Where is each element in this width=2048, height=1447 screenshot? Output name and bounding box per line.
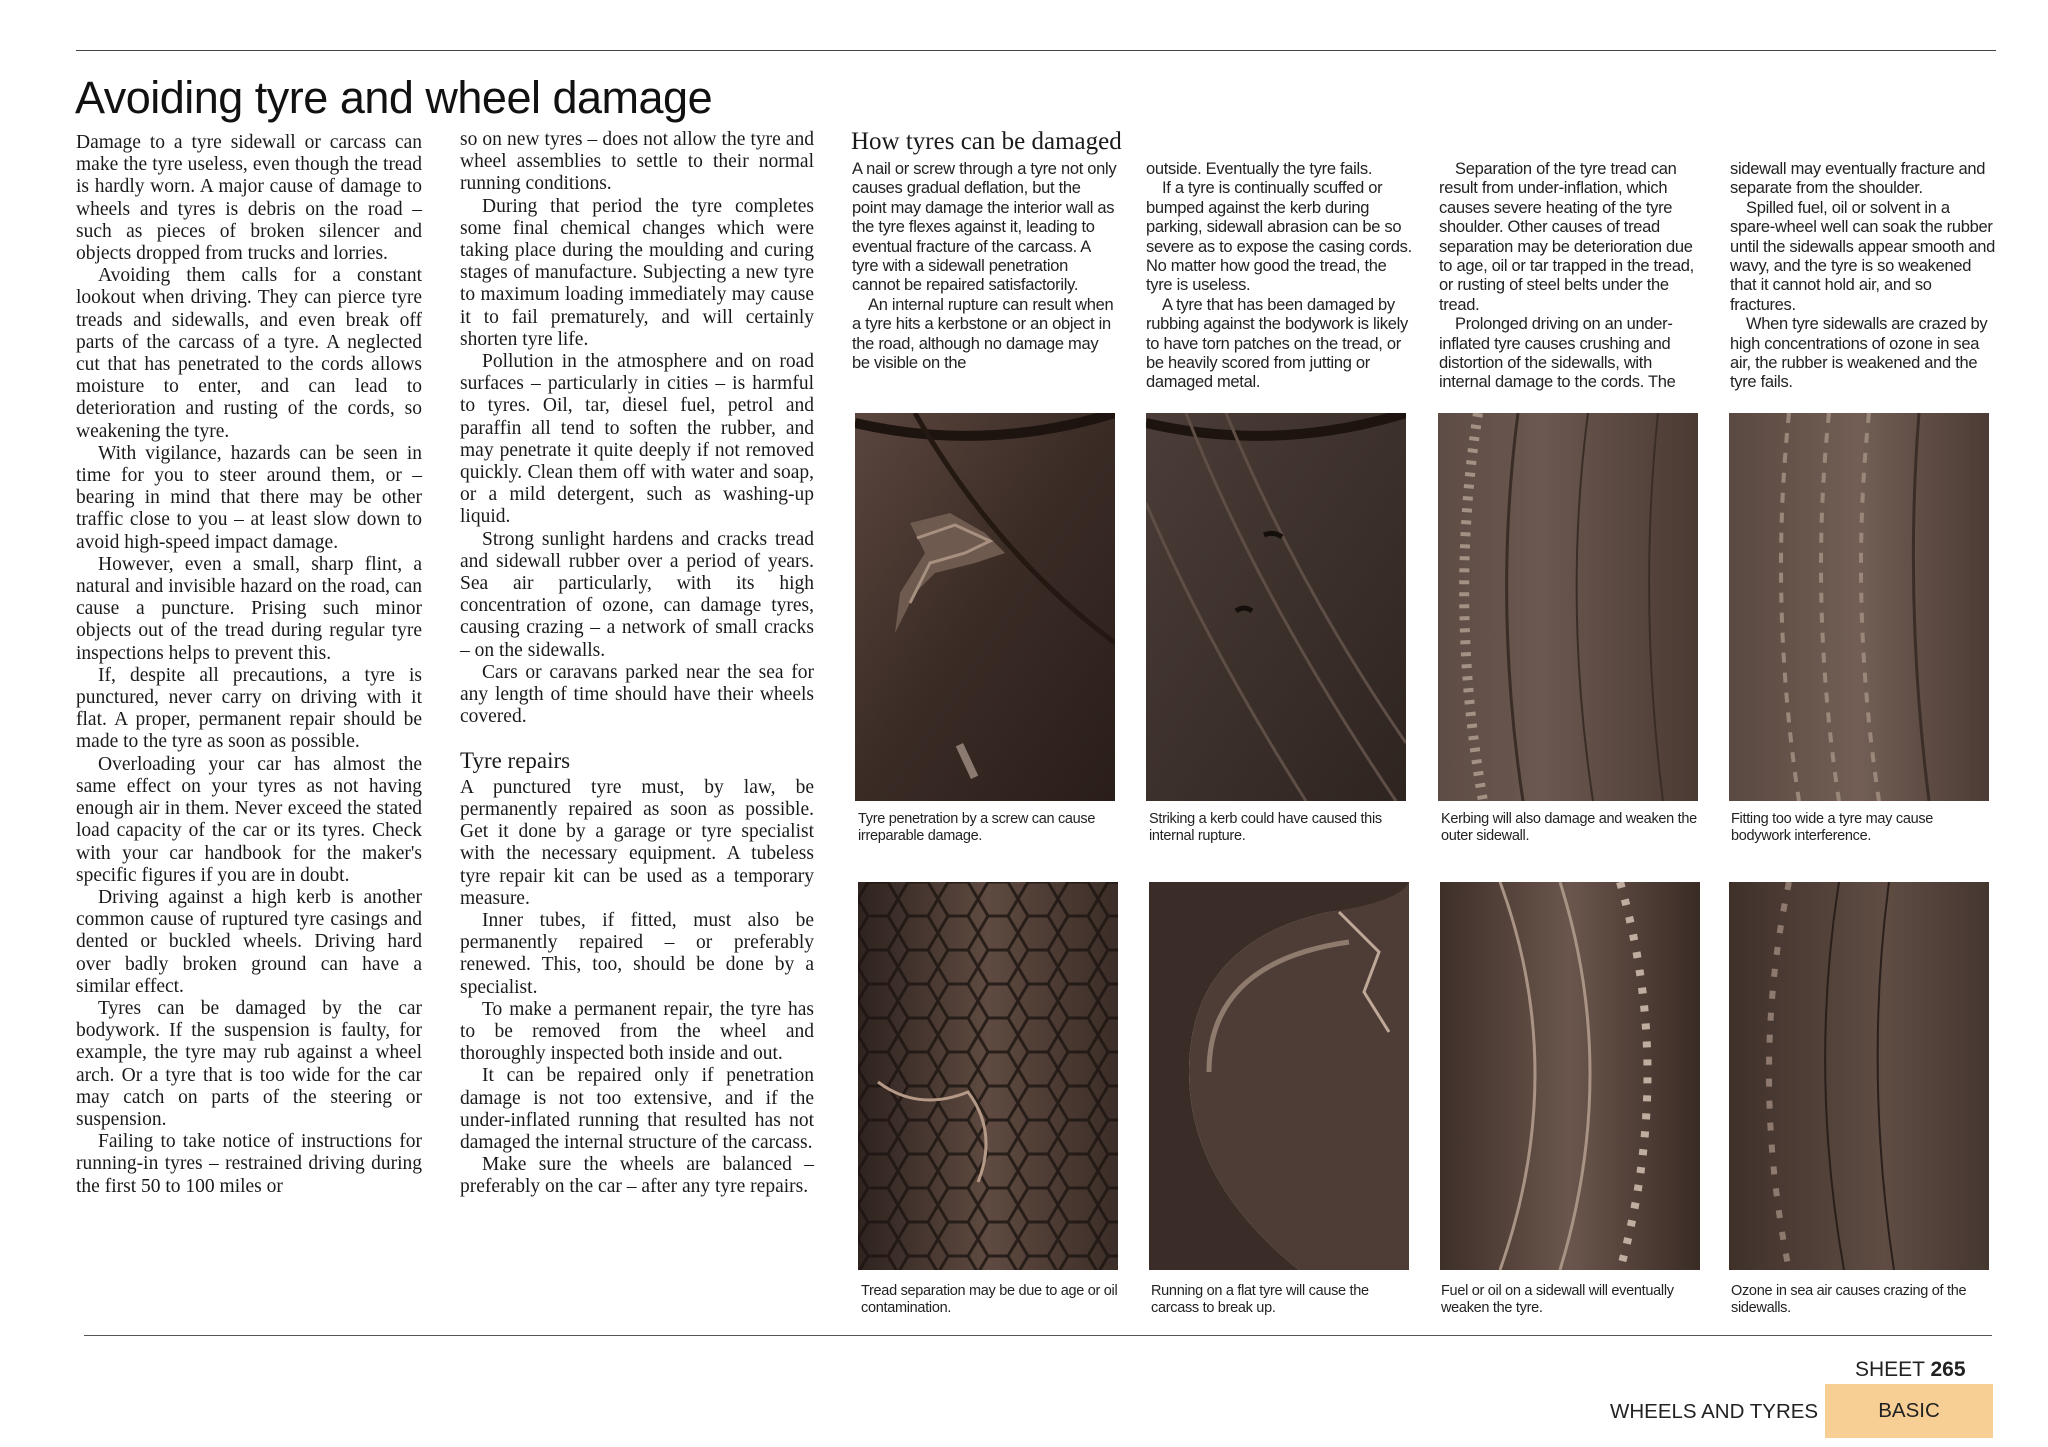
page-title: Avoiding tyre and wheel damage (75, 72, 713, 123)
paragraph: Damage to a tyre sidewall or carcass can make the tyre useless, even though the tread is hardly worn. A major cause of damage to wheels and tyres is debris on the road – such as pieces of broken silencer and objects dropped from trucks and lorries. (76, 132, 422, 265)
paragraph: Overloading your car has almost the same effect on your tyres as not having enough air in them. Never exceed the stated load capacity of the car or its tyres. Check with your car handbook for the maker's specific figures if you are in doubt. (76, 753, 422, 886)
paragraph: If, despite all precautions, a tyre is punctured, never carry on driving with it flat. A proper, permanent repair should be made to the tyre as soon as possible. (76, 664, 422, 753)
paragraph: With vigilance, hazards can be seen in time for you to steer around them, or – bearing in mind that there may be other traffic close to you – at least slow down to avoid high-speed impact damage. (76, 442, 422, 553)
photo-kerbed-sidewall (1438, 413, 1698, 801)
photo-flat-tyre-carcass (1149, 882, 1409, 1270)
paragraph: However, even a small, sharp flint, a natural and invisible hazard on the road, can cause a puncture. Prising such minor objects out of the tread during regular tyre inspections helps to prevent this. (76, 553, 422, 664)
photo-caption: Tread separation may be due to age or oil contamination. (861, 1283, 1118, 1316)
damage-column-4 (1730, 160, 1996, 393)
photo-too-wide-tyre (1729, 413, 1989, 801)
sheet-word: SHEET (1855, 1358, 1925, 1381)
section-name: WHEELS AND TYRES (1610, 1400, 1819, 1423)
paragraph: outside. Eventually the tyre fails. (1146, 160, 1373, 178)
body-column-1 (76, 132, 422, 1198)
paragraph: It can be repaired only if penetration damage is not too extensive, and if the under-inflated running that resulted has not damaged the internal structure of the carcass. (460, 1065, 814, 1153)
paragraph: Strong sunlight hardens and cracks tread and sidewall rubber over a period of years. Sea air particularly, with its high concentration of ozone, can damage tyres, causing crazing – a network of small cracks – on the sidewalls. (460, 528, 814, 661)
paragraph: Spilled fuel, oil or solvent in a spare-wheel well can soak the rubber until the sidewalls appear smooth and wavy, and the tyre is so weakened that it cannot hold air, and so fractures. (1730, 198, 1995, 314)
paragraph: sidewall may eventually fracture and separate from the shoulder. (1730, 160, 1986, 198)
paragraph: Failing to take notice of instructions for running-in tyres – restrained driving during the first 50 to 100 miles or (76, 1131, 422, 1197)
paragraph: A tyre that has been damaged by rubbing against the bodywork is likely to have torn patches on the tread, or be heavily scored from jutting or damaged metal. (1146, 295, 1408, 392)
paragraph: To make a permanent repair, the tyre has to be removed from the wheel and thoroughly inspected both inside and out. (460, 998, 814, 1065)
paragraph: An internal rupture can result when a tyre hits a kerbstone or an object in the road, although no damage may be visible on the (852, 295, 1114, 373)
damage-column-3 (1439, 160, 1705, 393)
paragraph: When tyre sidewalls are crazed by high concentrations of ozone in sea air, the rubber is weakened and the tyre fails. (1730, 315, 1988, 392)
paragraph: Driving against a high kerb is another common cause of ruptured tyre casings and dented or buckled wheels. Driving hard over badly broken ground can have a similar effect. (76, 886, 422, 997)
photo-kerb-internal-rupture (1146, 413, 1406, 801)
paragraph: If a tyre is continually scuffed or bumped against the kerb during parking, sidewall abrasion can be so severe as to expose the casing cords. No matter how good the tread, the tyre is useless. (1146, 179, 1412, 295)
paragraph: Pollution in the atmosphere and on road surfaces – particularly in cities – is harmful to tyres. Oil, tar, diesel fuel, petrol and paraffin all tend to soften the rubber, and may penetrate it quite deeply if not removed quickly. Clean them off with water and soap, or a mild detergent, such as washing-up liquid. (460, 351, 814, 528)
photo-caption: Ozone in sea air causes crazing of the sidewalls. (1731, 1283, 1967, 1316)
paragraph: Avoiding them calls for a constant lookout when driving. They can pierce tyre treads and sidewalls, and even break off parts of the carcass of a tyre. A neglected cut that has penetrated to the cords allows moisture to enter, and can lead to deterioration and rusting of the cords, so weakening the tyre. (76, 265, 422, 442)
photo-tread-separation (858, 882, 1118, 1270)
top-rule (76, 50, 1996, 51)
paragraph: A nail or screw through a tyre not only causes gradual deflation, but the point may damage the interior wall as the tyre flexes against it, leading to eventual fracture of the carcass. A tyre with a sidewall penetration cannot be repaired satisfactorily. (852, 160, 1117, 295)
paragraph: Inner tubes, if fitted, must also be permanently repaired – or preferably renewed. This, too, should be done by a specialist. (460, 909, 814, 998)
photo-fuel-oil-sidewall (1440, 882, 1700, 1270)
paragraph: Make sure the wheels are balanced – preferably on the car – after any tyre repairs. (460, 1154, 814, 1198)
paragraph: Prolonged driving on an under-inflated tyre causes crushing and distortion of the sidewalls, with internal damage to the cords. The (1439, 315, 1676, 392)
photo-caption: Fuel or oil on a sidewall will eventually weaken the tyre. (1441, 1283, 1674, 1316)
photo-caption: Striking a kerb could have caused this internal rupture. (1149, 811, 1382, 844)
paragraph: so on new tyres – does not allow the tyre and wheel assemblies to settle to their normal running conditions. (460, 129, 814, 195)
bottom-rule (84, 1335, 1992, 1336)
tyre-repairs-heading: Tyre repairs (460, 748, 571, 774)
photo-screw-penetration (855, 413, 1115, 801)
photo-caption: Kerbing will also damage and weaken the outer sidewall. (1441, 811, 1697, 844)
photo-caption: Running on a flat tyre will cause the carcass to break up. (1151, 1283, 1369, 1316)
photo-caption: Tyre penetration by a screw can cause irreparable damage. (858, 811, 1096, 844)
level-badge: BASIC (1825, 1384, 1993, 1438)
sheet-label (1855, 1358, 1966, 1382)
sheet-number: 265 (1930, 1358, 1966, 1381)
paragraph: Cars or caravans parked near the sea for any length of time should have their wheels covered. (460, 661, 814, 728)
photo-caption: Fitting too wide a tyre may cause bodywork interference. (1731, 811, 1934, 844)
paragraph: Separation of the tyre tread can result from under-inflation, which causes severe heating of the tyre shoulder. Other causes of tread separation may be deterioration due to age, oil or tar trapped in the tread, or rusting of steel belts under the tread. (1439, 160, 1694, 314)
damage-column-1 (852, 160, 1118, 373)
paragraph: During that period the tyre completes some final chemical changes which were taking place during the moulding and curing stages of manufacture. Subjecting a new tyre to maximum loading immediately may cause it to fail prematurely, and will certainly shorten tyre life. (460, 195, 814, 350)
damage-section-heading: How tyres can be damaged (851, 128, 1122, 155)
damage-column-2 (1146, 160, 1412, 393)
paragraph: A punctured tyre must, by law, be permanently repaired as soon as possible. Get it done by a garage or tyre specialist with the necessary equipment. A tubeless tyre repair kit can be used as a temporary measure. (460, 776, 814, 909)
body-column-2 (460, 129, 814, 1199)
paragraph: Tyres can be damaged by the car bodywork. If the suspension is faulty, for example, the tyre may rub against a wheel arch. Or a tyre that is too wide for the car may catch on parts of the steering or suspension. (76, 997, 422, 1130)
photo-ozone-crazing (1729, 882, 1989, 1270)
